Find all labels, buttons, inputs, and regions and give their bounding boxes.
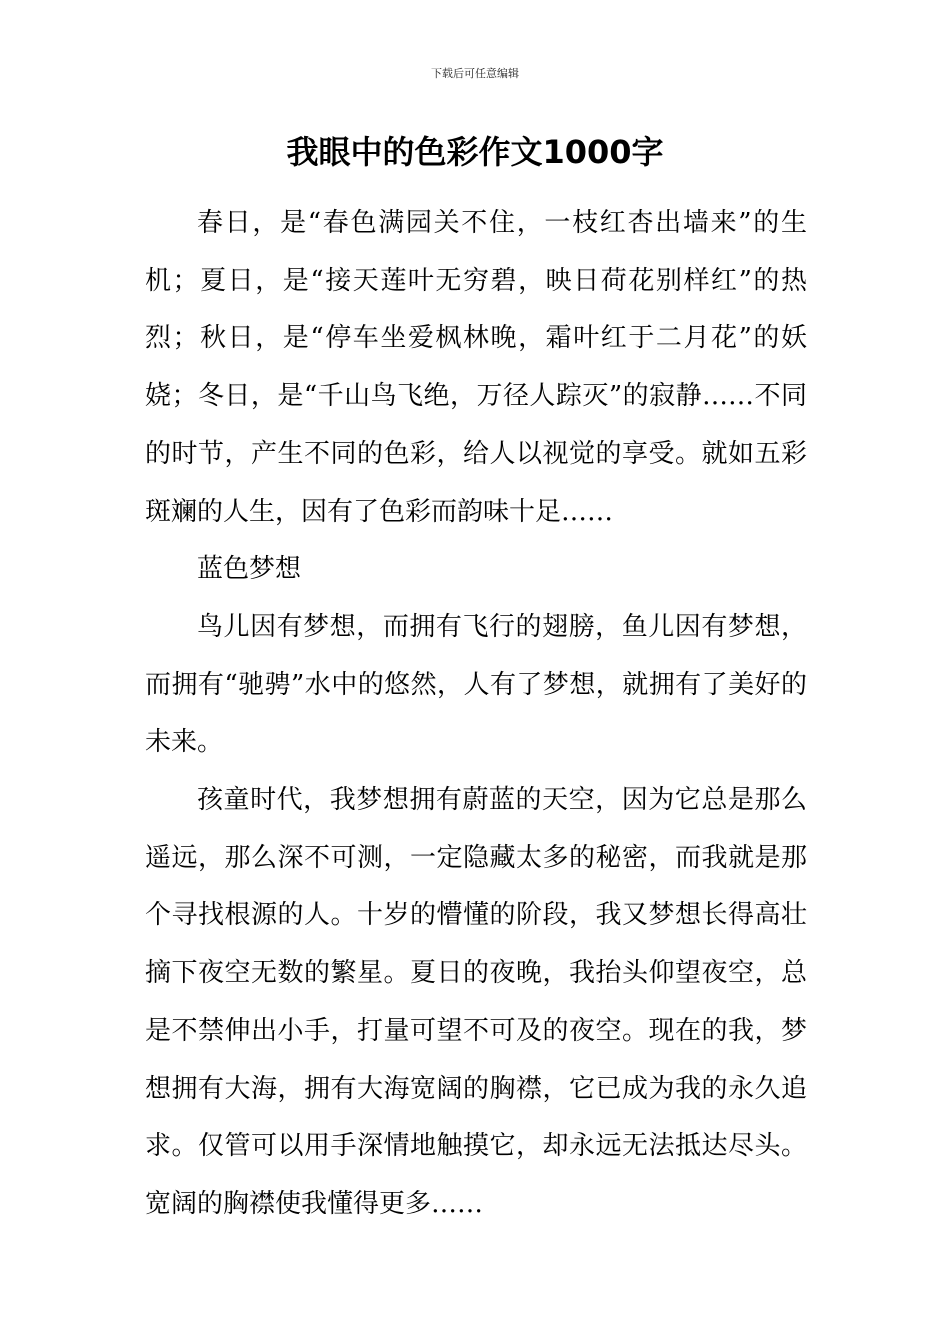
section-heading: 蓝色梦想 <box>197 554 302 585</box>
paragraph-intro: 春日，是“春色满园关不住，一枝红杏出墙来”的生机；夏日，是“接天莲叶无穷碧，映日荷花别样红”的热烈；秋日，是“停车坐爱枫林晚，霜叶红于二月花”的妖娆；冬日，是“千山鸟飞绝，万径人踪灭”的寂静……不同的时节，产生不同的色彩，给人以视觉的享受。就如五彩斑斓的人生，因有了色彩而韵味十足…… <box>145 208 807 527</box>
document-body <box>145 195 807 1234</box>
paragraph-dream: 鸟儿因有梦想，而拥有飞行的翅膀，鱼儿因有梦想，而拥有“驰骋”水中的悠然，人有了梦想，就拥有了美好的未来。 <box>145 611 807 758</box>
header-note: 下载后可任意编辑 <box>431 67 519 80</box>
paragraph-childhood: 孩童时代，我梦想拥有蔚蓝的天空，因为它总是那么遥远，那么深不可测，一定隐藏太多的秘密，而我就是那个寻找根源的人。十岁的懵懂的阶段，我又梦想长得高壮摘下夜空无数的繁星。夏日的夜晚，我抬头仰望夜空，总是不禁伸出小手，打量可望不可及的夜空。现在的我，梦想拥有大海，拥有大海宽阔的胸襟，它已成为我的永久追求。仅管可以用手深情地触摸它，却永远无法抵达尽头。宽阔的胸襟使我懂得更多…… <box>145 785 807 1219</box>
document-title: 我眼中的色彩作文1000字 <box>286 133 664 171</box>
